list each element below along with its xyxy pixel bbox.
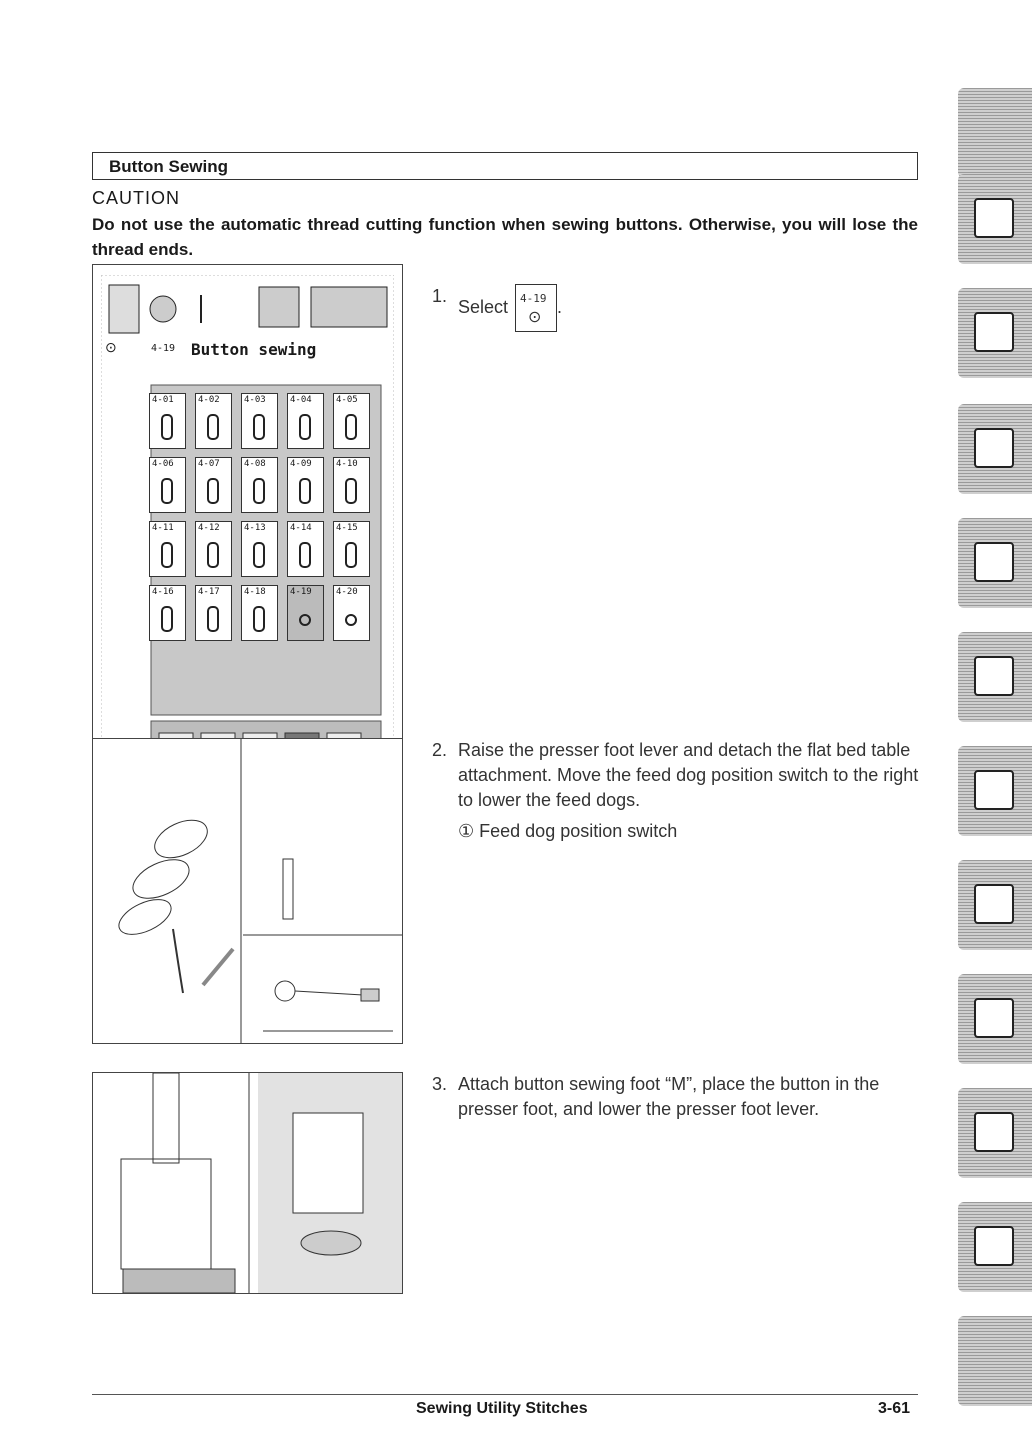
chapter-3-icon[interactable] <box>958 404 1032 494</box>
stitch-key-4-07[interactable]: 4-07 <box>195 457 232 513</box>
stitch-key-4-18[interactable]: 4-18 <box>241 585 278 641</box>
stitch-key-4-04[interactable]: 4-04 <box>287 393 324 449</box>
step-text: Attach button sewing foot “M”, place the button in the presser foot, and lower the presser foot lever. <box>458 1074 880 1119</box>
stitch-key-4-08[interactable]: 4-08 <box>241 457 278 513</box>
page-number: 3-61 <box>878 1400 911 1417</box>
selected-stitch-icon: ⊙ <box>105 339 117 355</box>
step-2 <box>432 738 922 844</box>
footer-title: Sewing Utility Stitches <box>416 1400 588 1417</box>
chapter-4-icon[interactable] <box>958 518 1032 608</box>
feed-dog-illustration <box>93 739 403 1044</box>
step-subtext: ① Feed dog position switch <box>458 821 678 841</box>
section-header <box>92 152 918 180</box>
chapter-8-icon[interactable] <box>958 974 1032 1064</box>
chapter-1-icon[interactable] <box>958 174 1032 264</box>
section-header-title: Button Sewing <box>109 157 228 176</box>
chapter-5-icon[interactable] <box>958 632 1032 722</box>
button-sewing-foot-illustration <box>93 1073 403 1294</box>
stitch-key-4-20[interactable]: 4-20 <box>333 585 370 641</box>
step-3 <box>432 1072 922 1122</box>
stitch-key-4-09[interactable]: 4-09 <box>287 457 324 513</box>
lcd-screen-figure <box>92 264 403 800</box>
feed-dog-figure <box>92 738 403 1044</box>
stitch-key-4-14[interactable]: 4-14 <box>287 521 324 577</box>
step-number: 3. <box>432 1074 448 1094</box>
chapter-2-icon[interactable] <box>958 288 1032 378</box>
stitch-key-4-02[interactable]: 4-02 <box>195 393 232 449</box>
footer-rule <box>92 1394 918 1395</box>
stitch-key-4-15[interactable]: 4-15 <box>333 521 370 577</box>
index-icon[interactable] <box>958 1316 1032 1406</box>
stitch-key-4-01[interactable]: 4-01 <box>149 393 186 449</box>
stitch-key-4-10[interactable]: 4-10 <box>333 457 370 513</box>
stitch-key-4-06[interactable]: 4-06 <box>149 457 186 513</box>
button-sewing-key-icon: 4-19 ⊙ <box>515 284 557 332</box>
contents-tab-icon[interactable] <box>958 88 1032 178</box>
caution-body: Do not use the automatic thread cutting function when sewing buttons. Otherwise, you will lose the thread ends. <box>92 215 918 259</box>
stitch-key-4-05[interactable]: 4-05 <box>333 393 370 449</box>
step-1: 1. Select 4-19 ⊙ . <box>432 284 562 332</box>
button-sewing-foot-figure <box>92 1072 403 1294</box>
step-text: Select <box>458 296 509 317</box>
caution-title: CAUTION <box>92 188 180 208</box>
chapter-9-icon[interactable] <box>958 1088 1032 1178</box>
step-text: Raise the presser foot lever and detach the flat bed table attachment. Move the feed dog position switch to the right to lower the feed dogs. <box>458 740 919 810</box>
stitch-key-4-13[interactable]: 4-13 <box>241 521 278 577</box>
chapter-7-icon[interactable] <box>958 860 1032 950</box>
stitch-key-4-11[interactable]: 4-11 <box>149 521 186 577</box>
chapter-6-icon[interactable] <box>958 746 1032 836</box>
stitch-key-4-17[interactable]: 4-17 <box>195 585 232 641</box>
stitch-key-4-16[interactable]: 4-16 <box>149 585 186 641</box>
lcd-stitch-code: 4-19 <box>151 343 176 354</box>
stitch-key-4-19[interactable]: 4-19 <box>287 585 324 641</box>
lcd-title: Button sewing <box>191 340 317 359</box>
stitch-key-4-03[interactable]: 4-03 <box>241 393 278 449</box>
appendix-icon[interactable] <box>958 1202 1032 1292</box>
stitch-key-4-12[interactable]: 4-12 <box>195 521 232 577</box>
step-number: 2. <box>432 740 448 760</box>
step-number: 1. <box>432 286 448 306</box>
